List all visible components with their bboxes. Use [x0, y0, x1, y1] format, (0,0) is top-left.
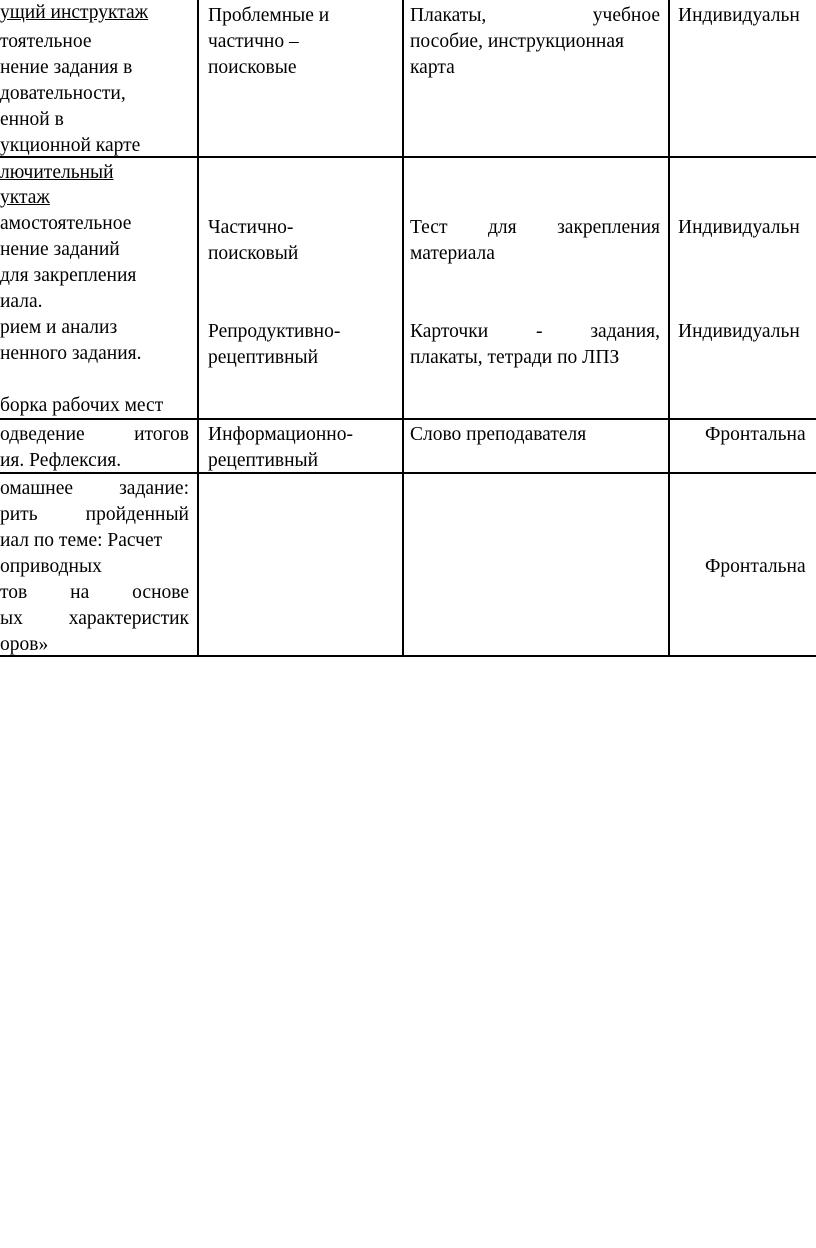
cell-line: ненного задания.	[0, 343, 142, 364]
word: ых	[0, 608, 23, 629]
word: Карточки	[410, 321, 489, 342]
cell-line: Индивидуальн	[678, 321, 800, 342]
word: Плакаты,	[410, 5, 487, 26]
word: тов	[0, 582, 28, 603]
cell-line: Репродуктивно-	[208, 321, 341, 342]
cell-line-justified	[410, 4, 660, 27]
word: основе	[132, 582, 189, 603]
cell-line: Частично-	[208, 217, 294, 238]
table-row-border	[0, 472, 816, 474]
cell-line: укционной карте	[0, 135, 141, 156]
cell-line: материала	[410, 243, 495, 264]
cell-line: оприводных	[0, 556, 102, 577]
cell-line: тоятельное	[0, 31, 92, 52]
cell-line: нение задания в	[0, 57, 133, 78]
cell-line-justified	[0, 581, 189, 604]
cell-line-justified	[0, 503, 189, 526]
cell-line: ущий инструктаж	[0, 2, 149, 23]
cell-line-justified	[410, 320, 660, 343]
cell-line: довательности,	[0, 83, 126, 104]
cell-line: уктаж	[0, 187, 50, 208]
cell-line: Фронтальна	[705, 556, 806, 577]
cell-line: ия. Рефлексия.	[0, 450, 122, 471]
cell-line: для закрепления	[0, 265, 137, 286]
cell-line: Индивидуальн	[678, 217, 800, 238]
cell-line: Слово преподавателя	[410, 424, 587, 445]
cell-line: оров»	[0, 634, 49, 655]
word: омашнее	[0, 478, 74, 499]
cell-line: рецептивный	[208, 450, 319, 471]
cell-line: поисковые	[208, 57, 297, 78]
cell-line: лючительный	[0, 162, 114, 183]
cell-line: енной в	[0, 109, 64, 130]
table-column-border	[402, 0, 404, 657]
cell-line: рецептивный	[208, 347, 319, 368]
cell-line: рием и анализ	[0, 317, 118, 338]
word: пройденный	[85, 504, 189, 525]
table-column-border	[668, 0, 670, 657]
cell-line: частично –	[208, 31, 299, 52]
cell-line: Фронтальна	[705, 424, 806, 445]
cell-line: борка рабочих мест	[0, 395, 164, 416]
word: итогов	[134, 424, 189, 445]
cell-line: Проблемные и	[208, 5, 330, 26]
table-row-border	[0, 655, 816, 657]
cell-line: нение заданий	[0, 239, 120, 260]
cell-line-justified	[0, 607, 189, 630]
cell-line: амостоятельное	[0, 213, 132, 234]
table-row-border	[0, 418, 816, 420]
word: -	[535, 321, 543, 342]
word: характеристик	[68, 608, 189, 629]
word: задания,	[590, 321, 660, 342]
word: задание:	[119, 478, 189, 499]
word: закрепления	[557, 217, 660, 238]
cell-line: Информационно-	[208, 424, 353, 445]
cell-line: карта	[410, 57, 455, 78]
word: Тест	[410, 217, 448, 238]
cell-line: пособие, инструкционная	[410, 31, 624, 52]
cell-line-justified	[410, 216, 660, 239]
word: одведение	[0, 424, 85, 445]
word: на	[70, 582, 90, 603]
cell-line: иал по теме: Расчет	[0, 530, 163, 551]
cell-line: Индивидуальн	[678, 5, 800, 26]
word: для	[487, 217, 517, 238]
cell-line-justified	[0, 477, 189, 500]
cell-line: поисковый	[208, 243, 299, 264]
cell-line-justified	[0, 423, 189, 446]
table-column-border	[197, 0, 199, 657]
word: учебное	[592, 5, 660, 26]
cell-line: иала.	[0, 291, 43, 312]
cell-line: плакаты, тетради по ЛПЗ	[410, 347, 620, 368]
word: рить	[0, 504, 38, 525]
